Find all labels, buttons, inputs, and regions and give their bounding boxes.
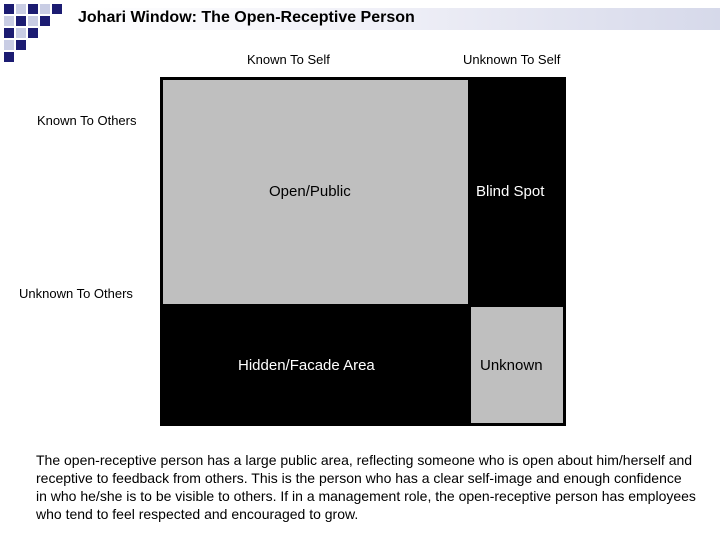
quadrant-label-blind-spot: Blind Spot <box>476 183 545 200</box>
decor-square <box>16 40 26 50</box>
decor-square <box>40 4 50 14</box>
decor-square <box>4 16 14 26</box>
decor-square <box>4 40 14 50</box>
decor-square <box>28 16 38 26</box>
decor-square <box>28 4 38 14</box>
page-title: Johari Window: The Open-Receptive Person <box>78 9 415 26</box>
decor-square <box>40 16 50 26</box>
decor-square <box>16 16 26 26</box>
decor-square <box>16 28 26 38</box>
decor-square <box>16 4 26 14</box>
decor-square <box>28 28 38 38</box>
quadrant-label-open: Open/Public <box>269 183 351 200</box>
row-label-unknown-to-others: Unknown To Others <box>19 286 133 301</box>
column-label-known-to-self: Known To Self <box>247 52 330 67</box>
quadrant-label-unknown: Unknown <box>480 357 543 374</box>
decor-square <box>4 4 14 14</box>
decor-square <box>4 52 14 62</box>
column-label-unknown-to-self: Unknown To Self <box>463 52 561 67</box>
decor-square <box>4 28 14 38</box>
quadrant-label-hidden: Hidden/Facade Area <box>238 357 375 374</box>
description-text: The open-receptive person has a large public area, reflecting someone who is open about him/herself and receptive to feedback from others. This is the person who has a clear self-image and enough confidence in who he/she is to be visible to others. If in a management role, the open-receptive person has employees who tend to feel respected and encouraged to grow. <box>36 452 696 522</box>
decor-square <box>52 4 62 14</box>
row-label-known-to-others: Known To Others <box>37 113 137 128</box>
